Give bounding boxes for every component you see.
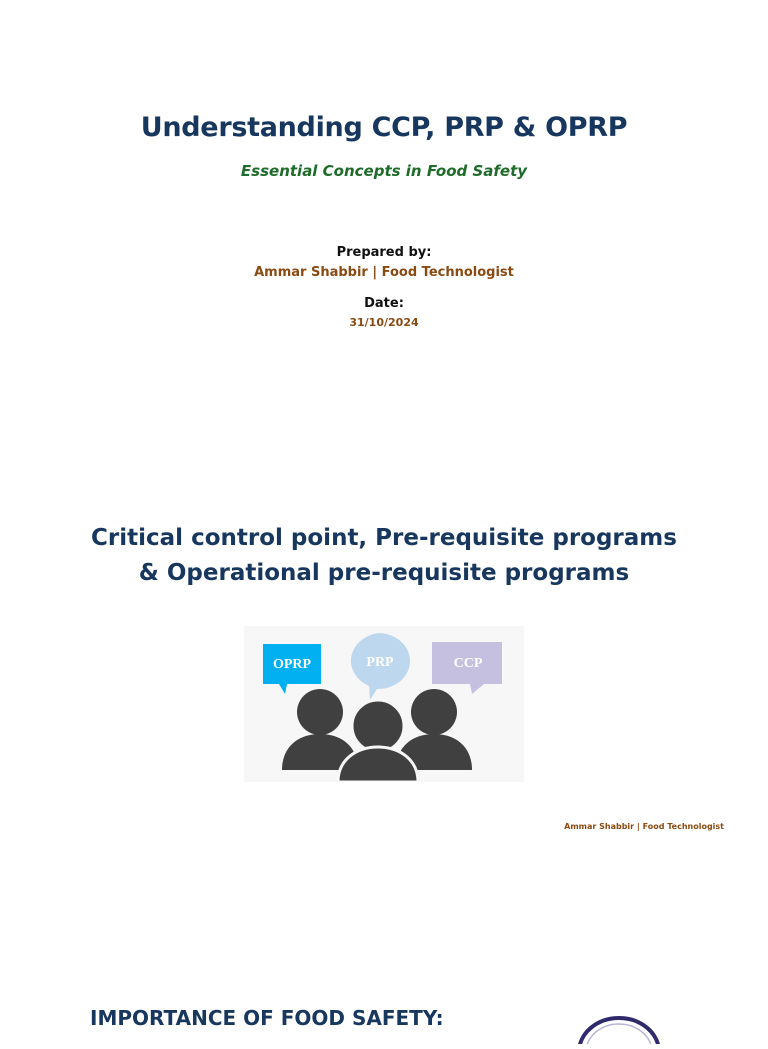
date-value: 31/10/2024 [349,316,419,329]
footer-credit: Ammar Shabbir | Food Technologist [564,822,724,831]
section-heading [0,521,768,591]
ccp-bubble-label: CCP [453,656,483,671]
section-heading-line-1: Critical control point, Pre-requisite programs [91,525,677,551]
date-label: Date: [364,296,404,311]
people-speech-bubbles-illustration [244,626,524,782]
prp-bubble-label: PRP [366,655,394,670]
author-name: Ammar Shabbir | Food Technologist [254,265,514,280]
section-heading-line-2: & Operational pre-requisite programs [138,560,630,586]
prepared-by-label: Prepared by: [336,245,432,260]
prp-bubble [351,633,410,700]
ccp-bubble [432,642,502,694]
cover-title: Understanding CCP, PRP & OPRP [140,112,628,143]
people-icon [244,626,524,782]
oprp-bubble [263,644,321,694]
logo-badge [574,1014,664,1044]
people-group [282,689,472,782]
oprp-bubble-label: OPRP [272,657,312,672]
next-section-heading: IMPORTANCE OF FOOD SAFETY: [90,1006,444,1030]
cover-subtitle: Essential Concepts in Food Safety [240,162,528,180]
